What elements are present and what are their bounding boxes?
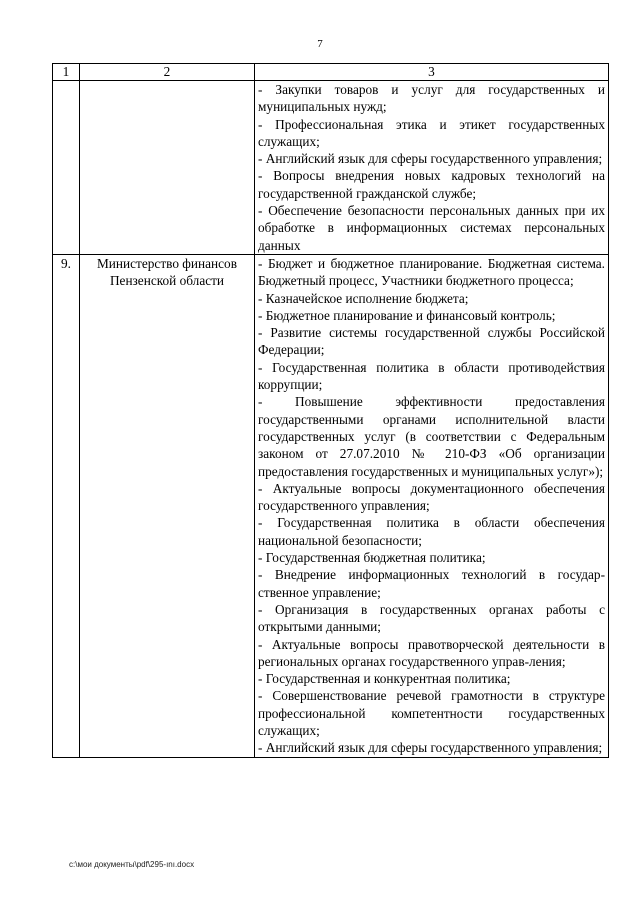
course-item: - Английский язык для сферы государственного управления; xyxy=(258,151,603,167)
course-item: - Бюджет и бюджетное планирование. Бюджетная система. Бюджетный процесс, Участники бюджетного процесса; xyxy=(258,255,605,289)
course-item: - Государственная политика в области противодействия коррупции; xyxy=(258,359,605,393)
page-number: 7 xyxy=(317,38,323,50)
organization-cell xyxy=(80,81,255,255)
course-item: - Закупки товаров и услуг для государственных и муниципальных нужд; xyxy=(258,82,605,115)
table-header-row xyxy=(53,64,609,81)
course-item: - Внедрение информационных технологий в государ-ственное управление; xyxy=(258,567,605,600)
column-header-1: 1 xyxy=(53,64,80,81)
course-item: - Вопросы внедрения новых кадровых технологий на государственной гражданской службе; xyxy=(258,168,605,201)
column-header-3: 3 xyxy=(255,64,609,81)
course-item: - Организация в государственных органах работы с открытыми данными; xyxy=(258,601,605,635)
course-item: - Обеспечение безопасности персональных данных при их обработке в информационных системах персональных данных xyxy=(258,203,605,253)
course-item: - Совершенствование речевой грамотности в структуре профессиональной компетентности государственных служащих; xyxy=(258,688,605,738)
course-item: - Развитие системы государственной службы Российской Федерации; xyxy=(258,325,605,358)
document-table xyxy=(52,63,609,758)
course-item: - Актуальные вопросы документационного обеспечения государственного управления; xyxy=(258,480,605,514)
course-item: - Профессиональная этика и этикет государственных служащих; xyxy=(258,116,605,149)
course-item: - Казначейское исполнение бюджета; xyxy=(258,290,469,306)
course-item: - Государственная бюджетная политика; xyxy=(258,550,486,566)
footer-file-path: c:\мои документы\pdf\295-ını.docx xyxy=(69,860,195,869)
table-row xyxy=(53,81,609,255)
course-item: - Бюджетное планирование и финансовый контроль; xyxy=(258,307,556,323)
course-item: - Английский язык для сферы государственного управления; xyxy=(258,740,603,756)
column-header-2: 2 xyxy=(80,64,255,81)
course-item: - Актуальные вопросы правотворческой деятельности в региональных органах государственного управ-ления; xyxy=(258,636,605,669)
course-item: - Государственная политика в области обеспечения национальной безопасности; xyxy=(258,515,605,548)
course-list-cell xyxy=(255,81,609,255)
course-item: - Повышение эффективности предоставления государственными органами исполнительной власти государственных услуг (в соответствии с Федеральным законом от 27.07.2010 № 210-ФЗ «Об организации предоставления государственных и муниципальных услуг»); xyxy=(258,394,605,479)
row-number-cell: 9. xyxy=(53,254,80,757)
table-row xyxy=(53,254,609,757)
row-number-cell xyxy=(53,81,80,255)
organization-cell: Министерство финансов Пензенской области xyxy=(80,254,255,757)
course-item: - Государственная и конкурентная политика; xyxy=(258,671,511,687)
course-list-cell xyxy=(255,254,609,757)
